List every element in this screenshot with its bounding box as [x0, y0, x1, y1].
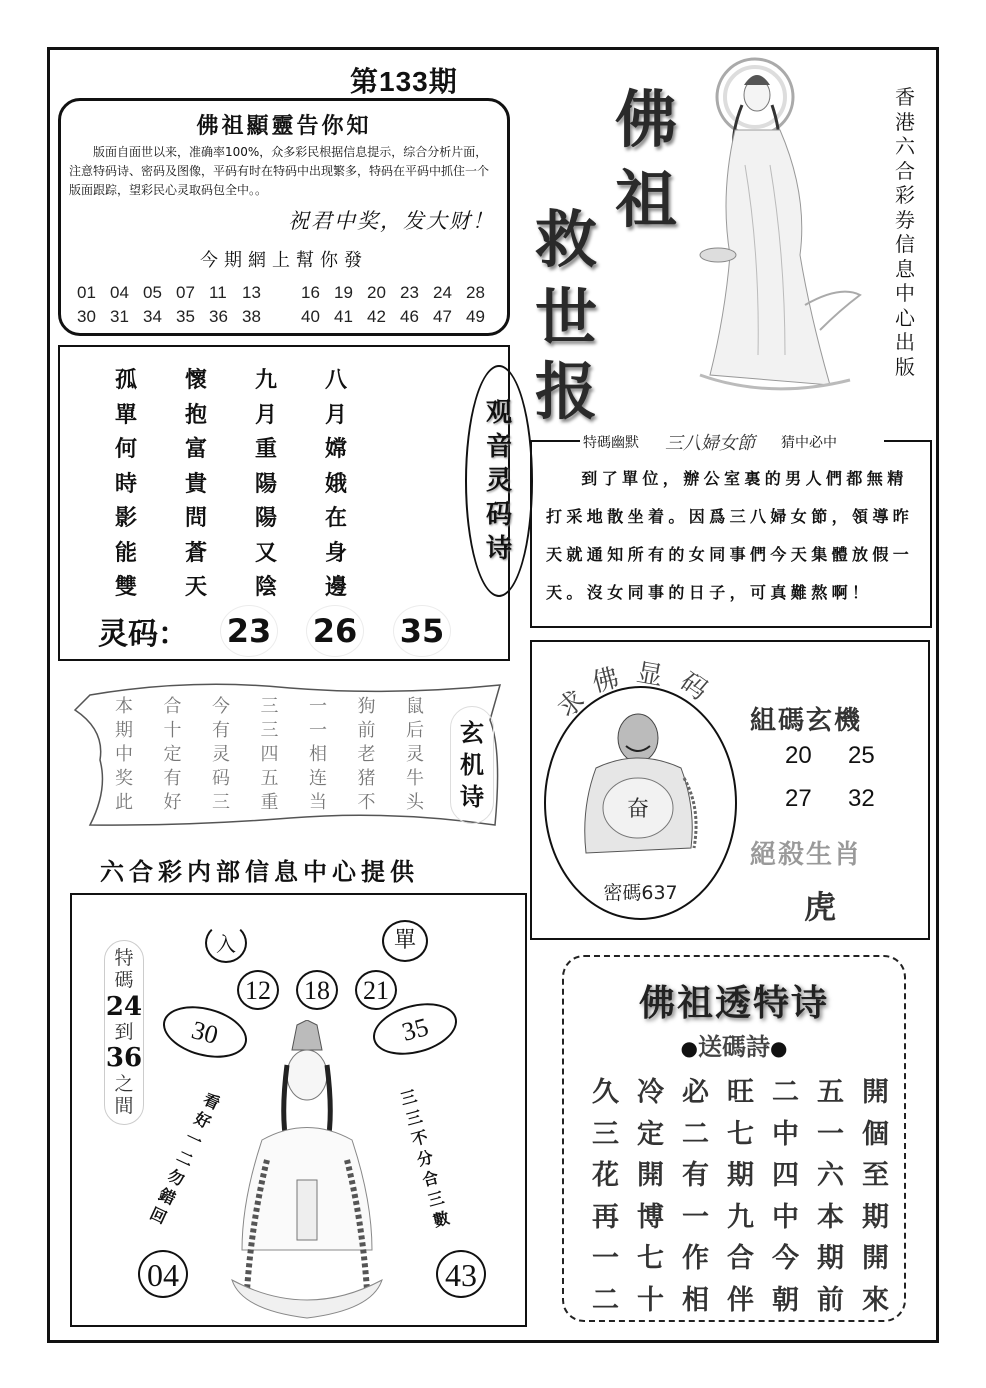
poem-char: 前 [357, 720, 376, 741]
poem-char: 在 [325, 505, 348, 531]
lingma-number: 35 [393, 605, 451, 657]
poem-char: 月 [255, 401, 278, 428]
phrase-char: 三 [398, 1086, 419, 1109]
poem-char: 老 [357, 744, 376, 765]
pill-char: 到 [114, 1020, 134, 1043]
poem-char: 七 [727, 1118, 754, 1150]
oval-number-right: 35 [367, 995, 462, 1064]
number: 13 [242, 283, 261, 302]
secret-code: 密碼637 [603, 882, 678, 904]
guanyin-poem-box [58, 345, 510, 661]
poem-char: 能 [115, 539, 138, 566]
poem-char: 十 [163, 720, 182, 741]
label-char: 灵 [485, 466, 512, 496]
poem-char: 有 [163, 768, 182, 789]
number: 28 [466, 283, 485, 302]
number: 04 [110, 283, 129, 302]
poem-char: 五 [260, 768, 279, 789]
poem-char: 本 [115, 696, 133, 717]
poem-char: 期 [817, 1243, 844, 1274]
guanyin-poem-label [465, 365, 533, 597]
phrase-char: 數 [431, 1208, 452, 1231]
tema-range-box [70, 893, 527, 1327]
pill-char: 特 [114, 946, 134, 969]
poem-char: 九 [727, 1201, 754, 1233]
poem-char: 個 [862, 1118, 889, 1150]
poem-char: 開 [862, 1077, 889, 1108]
phrase-char: 分 [414, 1147, 436, 1170]
arc-char: 佛 [589, 663, 623, 699]
number: 20 [367, 283, 386, 302]
poem-char: 旺 [727, 1077, 754, 1108]
pill-char: 碼 [114, 969, 134, 992]
number-row-2 [77, 307, 499, 327]
belly-char: 奋 [626, 797, 650, 822]
poem-char: 二 [682, 1118, 709, 1150]
poem-char: 開 [862, 1243, 889, 1274]
poem-char: 四 [260, 744, 279, 765]
poem-char: 朝 [772, 1284, 799, 1316]
phrase-char: 三 [403, 1106, 425, 1130]
standing-guanyin-illustration [690, 55, 880, 400]
header-rule [884, 440, 932, 442]
subtitle-text: 送碼詩 [698, 1032, 770, 1061]
label-char: 玄 [460, 718, 484, 747]
poem-char: 相 [682, 1284, 709, 1316]
number: 47 [433, 307, 452, 326]
poem-char: 前 [817, 1284, 844, 1316]
xuanji-label [450, 706, 494, 824]
number: 05 [143, 283, 162, 302]
poem-char: 再 [592, 1201, 619, 1233]
number: 35 [176, 307, 195, 326]
circle-number: 21 [355, 970, 397, 1010]
poem-char: 至 [862, 1160, 889, 1191]
poem-char: 二 [772, 1077, 799, 1108]
poem-char: 二 [592, 1284, 619, 1316]
poem-char: 開 [637, 1160, 664, 1191]
number: 01 [77, 283, 96, 302]
humor-header-left: 特碼幽默 [583, 435, 639, 451]
right-phrase [398, 1085, 452, 1231]
phrase-char: 回 [147, 1203, 170, 1228]
poem-char: 后 [406, 720, 424, 741]
poem-char: 三 [592, 1118, 619, 1150]
notice-wish: 祝君中奖，发大财！ [288, 209, 495, 233]
gift-poem-box [562, 955, 906, 1322]
label-char: 音 [485, 432, 512, 462]
number: 30 [77, 307, 96, 326]
poem-char: 头 [406, 792, 424, 813]
top-left-char: 入 [205, 923, 247, 963]
poem-char: 三 [260, 720, 279, 741]
poem-char: 重 [255, 436, 278, 462]
range-to: 36 [105, 1043, 143, 1074]
number: 34 [143, 307, 162, 326]
label-char: 码 [485, 500, 512, 530]
poem-char: 貴 [185, 470, 208, 497]
number: 23 [400, 283, 419, 302]
phrase-char: 看 [200, 1089, 223, 1114]
poem-char: 來 [862, 1284, 889, 1316]
number: 19 [334, 283, 353, 302]
poem-char: 好 [163, 792, 182, 813]
poem-char: 雙 [115, 574, 138, 600]
poem-char: 懷 [185, 367, 208, 393]
masthead-char: 世 [535, 281, 598, 354]
poem-char: 牛 [406, 768, 424, 789]
buddha-oval [544, 686, 737, 920]
provided-by: 六合彩内部信息中心提供 [100, 857, 419, 886]
xuanji-poem-scroll [70, 680, 505, 830]
poem-char: 九 [255, 367, 278, 393]
poem-char: 不 [357, 792, 376, 813]
lingma-number: 26 [306, 605, 364, 657]
poem-char: 蒼 [185, 539, 208, 566]
poem-char: 嫦 [325, 436, 348, 462]
tema-range-pill [104, 940, 144, 1125]
poem-char: 定 [637, 1118, 664, 1150]
poem-char: 合 [727, 1243, 754, 1274]
number: 11 [209, 283, 227, 302]
seated-guanyin-illustration [222, 1020, 392, 1320]
poem-char: 娥 [325, 470, 348, 497]
poem-char: 四 [772, 1160, 799, 1191]
phrase-char: 合 [420, 1167, 441, 1191]
poem-char: 三 [212, 792, 230, 813]
oval-number-left: 30 [157, 998, 252, 1067]
kill-zodiac-title: 絕殺生肖 [750, 840, 863, 870]
laughing-buddha-box [530, 640, 930, 940]
poem-char: 今 [212, 696, 230, 717]
number-row-1 [77, 283, 499, 303]
laughing-buddha-illustration [576, 708, 711, 868]
poem-char: 一 [682, 1201, 709, 1233]
poem-char: 猪 [357, 768, 376, 789]
poem-char: 一 [817, 1118, 844, 1150]
phrase-char: 三 [425, 1187, 447, 1211]
bottom-right-number: 43 [436, 1250, 486, 1298]
poem-char: 灵 [212, 744, 230, 765]
notice-box [58, 98, 510, 336]
arc-char: 码 [674, 666, 713, 707]
number: 31 [110, 307, 129, 326]
label-char: 机 [460, 750, 484, 779]
poem-char: 十 [637, 1284, 664, 1316]
poem-char: 期 [727, 1160, 754, 1191]
poem-char: 必 [682, 1077, 709, 1108]
poem-char: 合 [163, 696, 182, 717]
humor-header [580, 429, 840, 455]
poem-char: 一 [309, 696, 327, 717]
lingma-label: 灵码： [98, 617, 188, 652]
combo-number: 20 [785, 742, 812, 769]
circle-number: 12 [237, 970, 279, 1010]
poem-char: 连 [309, 768, 327, 789]
masthead-char: 佛 [615, 83, 678, 156]
poem-char: 一 [309, 720, 327, 741]
number: 07 [176, 283, 195, 302]
combo-number: 27 [785, 785, 812, 812]
poem-char: 博 [637, 1201, 664, 1233]
number: 41 [334, 307, 353, 326]
humor-box [530, 433, 932, 628]
poem-char: 伴 [727, 1284, 754, 1316]
poem-char: 單 [115, 401, 138, 428]
poem-char: 本 [817, 1201, 844, 1233]
poem-char: 冷 [637, 1077, 664, 1108]
poem-char: 抱 [185, 401, 208, 428]
combo-number: 25 [848, 742, 875, 769]
gift-poem-subtitle [564, 1027, 904, 1062]
bullet-icon: ● [770, 1036, 788, 1060]
poem-char: 久 [592, 1077, 619, 1108]
humor-body: 到了單位，辦公室裏的男人們都無精打采地散坐着。因爲三八婦女節，領導昨天就通知所有的女同事們今天集體放假一天。沒女同事的日子，可真難熬啊！ [546, 469, 914, 602]
top-right-char: 單 [382, 920, 428, 962]
poem-char: 中 [115, 744, 133, 765]
label-char: 诗 [460, 782, 484, 811]
poem-char: 奖 [115, 768, 133, 789]
phrase-char: 錯 [155, 1184, 179, 1209]
poem-char: 八 [325, 367, 348, 393]
poem-char: 三 [260, 696, 279, 717]
masthead-char: 救 [535, 203, 598, 276]
humor-header-title: 三八婦女節 [665, 433, 755, 454]
poem-char: 身 [325, 539, 348, 566]
poem-char: 陽 [255, 470, 278, 497]
poem-char: 作 [682, 1243, 709, 1274]
notice-intro: 版面自面世以来，准确率100%，众多彩民根据信息提示，综合分析片面，注意特码诗、密码及图像，平码有时在特码中出现繁多，特码在平码中抓住一个版面跟踪，望彩民心灵取码包全中。。 [69, 145, 490, 197]
header-rule [530, 440, 582, 442]
poem-char: 当 [309, 792, 327, 813]
label-char: 诗 [485, 534, 512, 564]
gift-poem-title: 佛祖透特诗 [638, 982, 829, 1024]
bullet-icon: ● [680, 1036, 698, 1060]
poem-char: 邊 [325, 574, 348, 600]
range-from: 24 [105, 991, 143, 1022]
poem-char: 定 [163, 744, 182, 765]
poem-char: 孤 [115, 367, 138, 393]
poem-char: 有 [212, 720, 230, 741]
number: 16 [301, 283, 320, 302]
left-phrase [147, 1089, 224, 1229]
phrase-char: 不 [409, 1126, 430, 1150]
number: 40 [301, 307, 320, 326]
circle-number: 18 [296, 970, 338, 1010]
combo-title: 組碼玄機 [750, 706, 863, 736]
notice-title: 佛祖顯靈告你知 [196, 113, 372, 139]
poem-char: 有 [682, 1160, 709, 1191]
poem-char: 期 [862, 1201, 889, 1233]
number: 42 [367, 307, 386, 326]
poem-char: 中 [772, 1118, 799, 1150]
poem-grid [115, 363, 395, 605]
xuanji-grid [115, 692, 455, 812]
number: 38 [242, 307, 261, 326]
poem-char: 重 [260, 792, 279, 813]
poem-char: 影 [115, 505, 138, 531]
poem-char: 今 [772, 1243, 799, 1274]
humor-header-right: 猜中必中 [781, 435, 837, 451]
poem-char: 此 [115, 792, 133, 813]
poem-char: 又 [255, 539, 278, 566]
arc-char: 显 [634, 657, 665, 692]
bottom-left-number: 04 [138, 1250, 188, 1298]
pill-char: 之 [114, 1072, 134, 1095]
number: 49 [466, 307, 485, 326]
issue-number: 第133期 [350, 66, 458, 97]
poem-char: 月 [325, 401, 348, 428]
poem-char: 六 [817, 1160, 844, 1191]
phrase-char: 二 [173, 1146, 197, 1171]
poem-char: 陽 [255, 505, 278, 531]
pill-char: 間 [114, 1095, 134, 1118]
poem-char: 問 [185, 505, 208, 531]
poem-char: 天 [185, 574, 208, 600]
publisher-vertical: 香港六合彩券信息中心出版 [895, 85, 915, 379]
poem-char: 期 [115, 720, 133, 741]
number: 36 [209, 307, 228, 326]
label-char: 观 [485, 398, 512, 428]
poem-char: 中 [772, 1201, 799, 1233]
phrase-char: 一 [182, 1127, 206, 1152]
poem-char: 一 [592, 1243, 619, 1274]
poem-char: 鼠 [406, 696, 424, 717]
poem-char: 花 [592, 1160, 619, 1191]
lingma-number: 23 [220, 605, 278, 657]
poem-char: 狗 [357, 696, 376, 717]
poem-char: 五 [817, 1077, 844, 1108]
number: 46 [400, 307, 419, 326]
poem-char: 相 [309, 744, 327, 765]
arc-char: 求 [552, 684, 592, 725]
masthead-char: 报 [535, 355, 598, 428]
poem-char: 码 [212, 768, 230, 789]
phrase-char: 好 [191, 1108, 215, 1133]
net-numbers-title: 今期網上幫你發 [200, 250, 368, 271]
combo-number: 32 [848, 785, 875, 812]
poem-char: 陰 [255, 574, 278, 600]
masthead-char: 祖 [615, 163, 678, 236]
poem-char: 時 [115, 470, 138, 497]
phrase-char: 勿 [164, 1165, 188, 1190]
poem-char: 灵 [406, 744, 424, 765]
poem-char: 何 [115, 436, 138, 462]
kill-zodiac: 虎 [804, 888, 837, 926]
poem-char: 富 [185, 436, 208, 462]
gift-poem-grid [592, 1070, 907, 1319]
poem-char: 七 [637, 1243, 664, 1274]
number: 24 [433, 283, 452, 302]
